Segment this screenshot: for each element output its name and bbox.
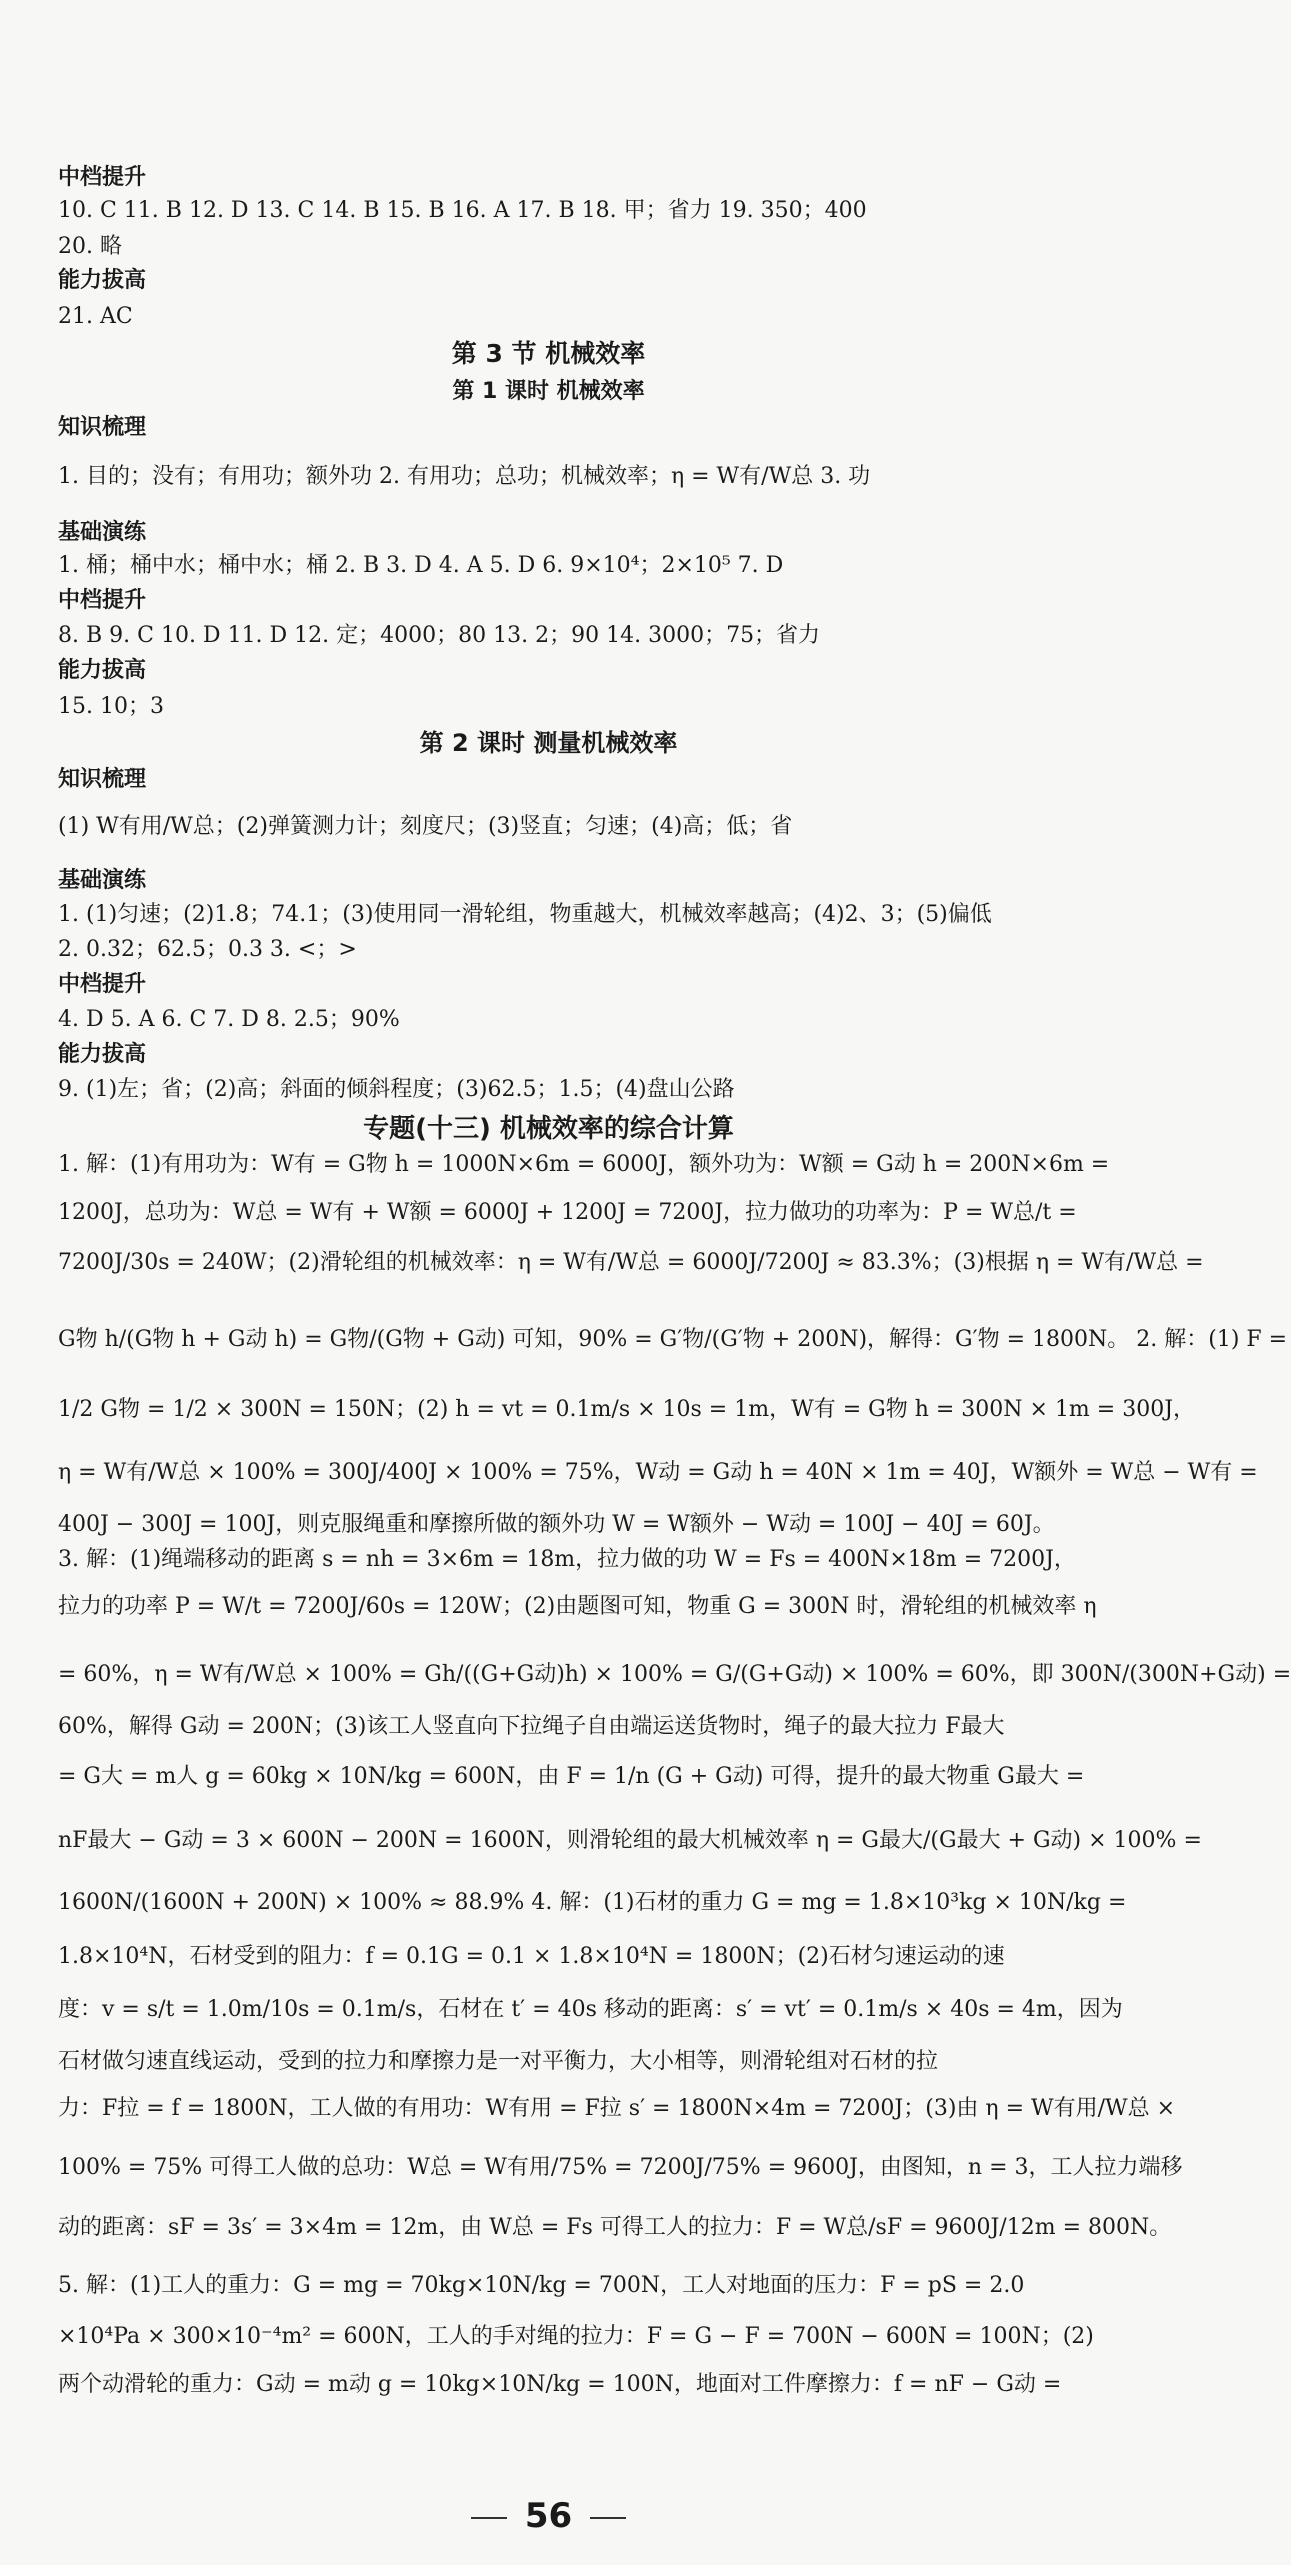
answer-line: 1. 目的；没有；有用功；额外功 2. 有用功；总功；机械效率；η = W有/W总 3. 功 (58, 464, 871, 489)
section-heading: 基础演练 (58, 520, 147, 545)
answer-line: = G大 = m人 g = 60kg × 10N/kg = 600N，由 F = 1/n (G + G动) 可得，提升的最大物重 G最大 = (58, 1764, 1085, 1789)
answer-line: 2. 0.32；62.5；0.3 3. <；> (58, 937, 357, 962)
answer-line: 3. 解：(1)绳端移动的距离 s = nh = 3×6m = 18m，拉力做的功 W = Fs = 400N×18m = 7200J， (58, 1547, 1076, 1572)
page-number: 56 (524, 2496, 573, 2536)
answer-line: 1/2 G物 = 1/2 × 300N = 150N；(2) h = vt = 0.1m/s × 10s = 1m，W有 = G物 h = 300N × 1m = 300J， (58, 1397, 1196, 1422)
section-heading: 知识梳理 (58, 415, 147, 440)
answer-line: 1. 解：(1)有用功为：W有 = G物 h = 1000N×6m = 6000J，额外功为：W额 = G动 h = 200N×6m = (58, 1152, 1110, 1177)
answer-line: 力：F拉 = f = 1800N，工人做的有用功：W有用 = F拉 s′ = 1800N×4m = 7200J；(3)由 η = W有用/W总 × (58, 2096, 1176, 2121)
section-heading: 中档提升 (58, 972, 147, 997)
answer-line: 10. C 11. B 12. D 13. C 14. B 15. B 16. A 17. B 18. 甲；省力 19. 350；400 (58, 198, 867, 223)
answer-line: ×10⁴Pa × 300×10⁻⁴m² = 600N，工人的手对绳的拉力：F = G − F = 700N − 600N = 100N；(2) (58, 2324, 1094, 2349)
answer-line: G物 h/(G物 h + G动 h) = G物/(G物 + G动) 可知，90% = G′物/(G′物 + 200N)，解得：G′物 = 1800N。 2. 解：(1) F = (58, 1327, 1288, 1352)
answer-line: 1. 桶；桶中水；桶中水；桶 2. B 3. D 4. A 5. D 6. 9×10⁴；2×10⁵ 7. D (58, 553, 784, 578)
section-heading: 能力拔高 (58, 1042, 147, 1067)
section-title: 第 3 节 机械效率 (451, 339, 646, 368)
answer-line: 9. (1)左；省；(2)高；斜面的倾斜程度；(3)62.5；1.5；(4)盘山公路 (58, 1077, 735, 1102)
answer-line: 15. 10；3 (58, 694, 164, 719)
answer-line: 100% = 75% 可得工人做的总功：W总 = W有用/75% = 7200J/75% = 9600J，由图知，n = 3，工人拉力端移 (58, 2155, 1183, 2180)
section-heading: 能力拔高 (58, 268, 147, 293)
answer-line: nF最大 − G动 = 3 × 600N − 200N = 1600N，则滑轮组的最大机械效率 η = G最大/(G最大 + G动) × 100% = (58, 1828, 1202, 1853)
footer-rule (471, 2517, 507, 2519)
section-heading: 知识梳理 (58, 767, 147, 792)
answer-line: 石材做匀速直线运动，受到的拉力和摩擦力是一对平衡力，大小相等，则滑轮组对石材的拉 (58, 2049, 939, 2074)
section-heading: 中档提升 (58, 588, 147, 613)
answer-line: (1) W有用/W总；(2)弹簧测力计；刻度尺；(3)竖直；匀速；(4)高；低；省 (58, 814, 793, 839)
footer-rule (590, 2517, 626, 2519)
topic-title: 专题(十三) 机械效率的综合计算 (363, 1114, 734, 1144)
answer-line: 度：v = s/t = 1.0m/10s = 0.1m/s，石材在 t′ = 40s 移动的距离：s′ = vt′ = 0.1m/s × 40s = 4m，因为 (58, 1997, 1123, 2022)
answer-line: 拉力的功率 P = W/t = 7200J/60s = 120W；(2)由题图可知，物重 G = 300N 时，滑轮组的机械效率 η (58, 1594, 1097, 1619)
answer-line: 20. 略 (58, 234, 122, 259)
answer-line: 5. 解：(1)工人的重力：G = mg = 70kg×10N/kg = 700N，工人对地面的压力：F = pS = 2.0 (58, 2273, 1025, 2298)
answer-line: 1. (1)匀速；(2)1.8；74.1；(3)使用同一滑轮组，物重越大，机械效率越高；(4)2、3；(5)偏低 (58, 902, 992, 927)
answer-line: 1.8×10⁴N，石材受到的阻力：f = 0.1G = 0.1 × 1.8×10⁴N = 1800N；(2)石材匀速运动的速 (58, 1944, 1005, 1969)
answer-line: 7200J/30s = 240W；(2)滑轮组的机械效率：η = W有/W总 = 6000J/7200J ≈ 83.3%；(3)根据 η = W有/W总 = (58, 1250, 1204, 1275)
answer-line: 400J − 300J = 100J，则克服绳重和摩擦所做的额外功 W = W额外 − W动 = 100J − 40J = 60J。 (58, 1512, 1055, 1537)
answer-line: 4. D 5. A 6. C 7. D 8. 2.5；90% (58, 1007, 400, 1032)
page-footer (0, 2496, 1097, 2536)
answer-line: 1200J，总功为：W总 = W有 + W额 = 6000J + 1200J = 7200J，拉力做功的功率为：P = W总/t = (58, 1200, 1077, 1225)
answer-line: 动的距离：sF = 3s′ = 3×4m = 12m，由 W总 = Fs 可得工人的拉力：F = W总/sF = 9600J/12m = 800N。 (58, 2215, 1172, 2240)
answer-line: η = W有/W总 × 100% = 300J/400J × 100% = 75%，W动 = G动 h = 40N × 1m = 40J，W额外 = W总 − W有 = (58, 1460, 1258, 1485)
answer-line: 21. AC (58, 304, 133, 329)
answer-line: 60%，解得 G动 = 200N；(3)该工人竖直向下拉绳子自由端运送货物时，绳子的最大拉力 F最大 (58, 1714, 1005, 1739)
answer-line: 1600N/(1600N + 200N) × 100% ≈ 88.9% 4. 解：(1)石材的重力 G = mg = 1.8×10³kg × 10N/kg = (58, 1890, 1127, 1915)
section-heading: 中档提升 (58, 165, 147, 190)
answer-line: 8. B 9. C 10. D 11. D 12. 定；4000；80 13. 2；90 14. 3000；75；省力 (58, 623, 821, 648)
section-heading: 能力拔高 (58, 658, 147, 683)
answer-line: = 60%，η = W有/W总 × 100% = Gh/((G+G动)h) × 100% = G/(G+G动) × 100% = 60%，即 300N/(300N+G动) = (58, 1662, 1291, 1687)
lesson-title: 第 1 课时 机械效率 (452, 379, 645, 404)
answer-line: 两个动滑轮的重力：G动 = m动 g = 10kg×10N/kg = 100N，地面对工件摩擦力：f = nF − G动 = (58, 2372, 1062, 2397)
section-heading: 基础演练 (58, 868, 147, 893)
lesson-title: 第 2 课时 测量机械效率 (419, 729, 678, 757)
